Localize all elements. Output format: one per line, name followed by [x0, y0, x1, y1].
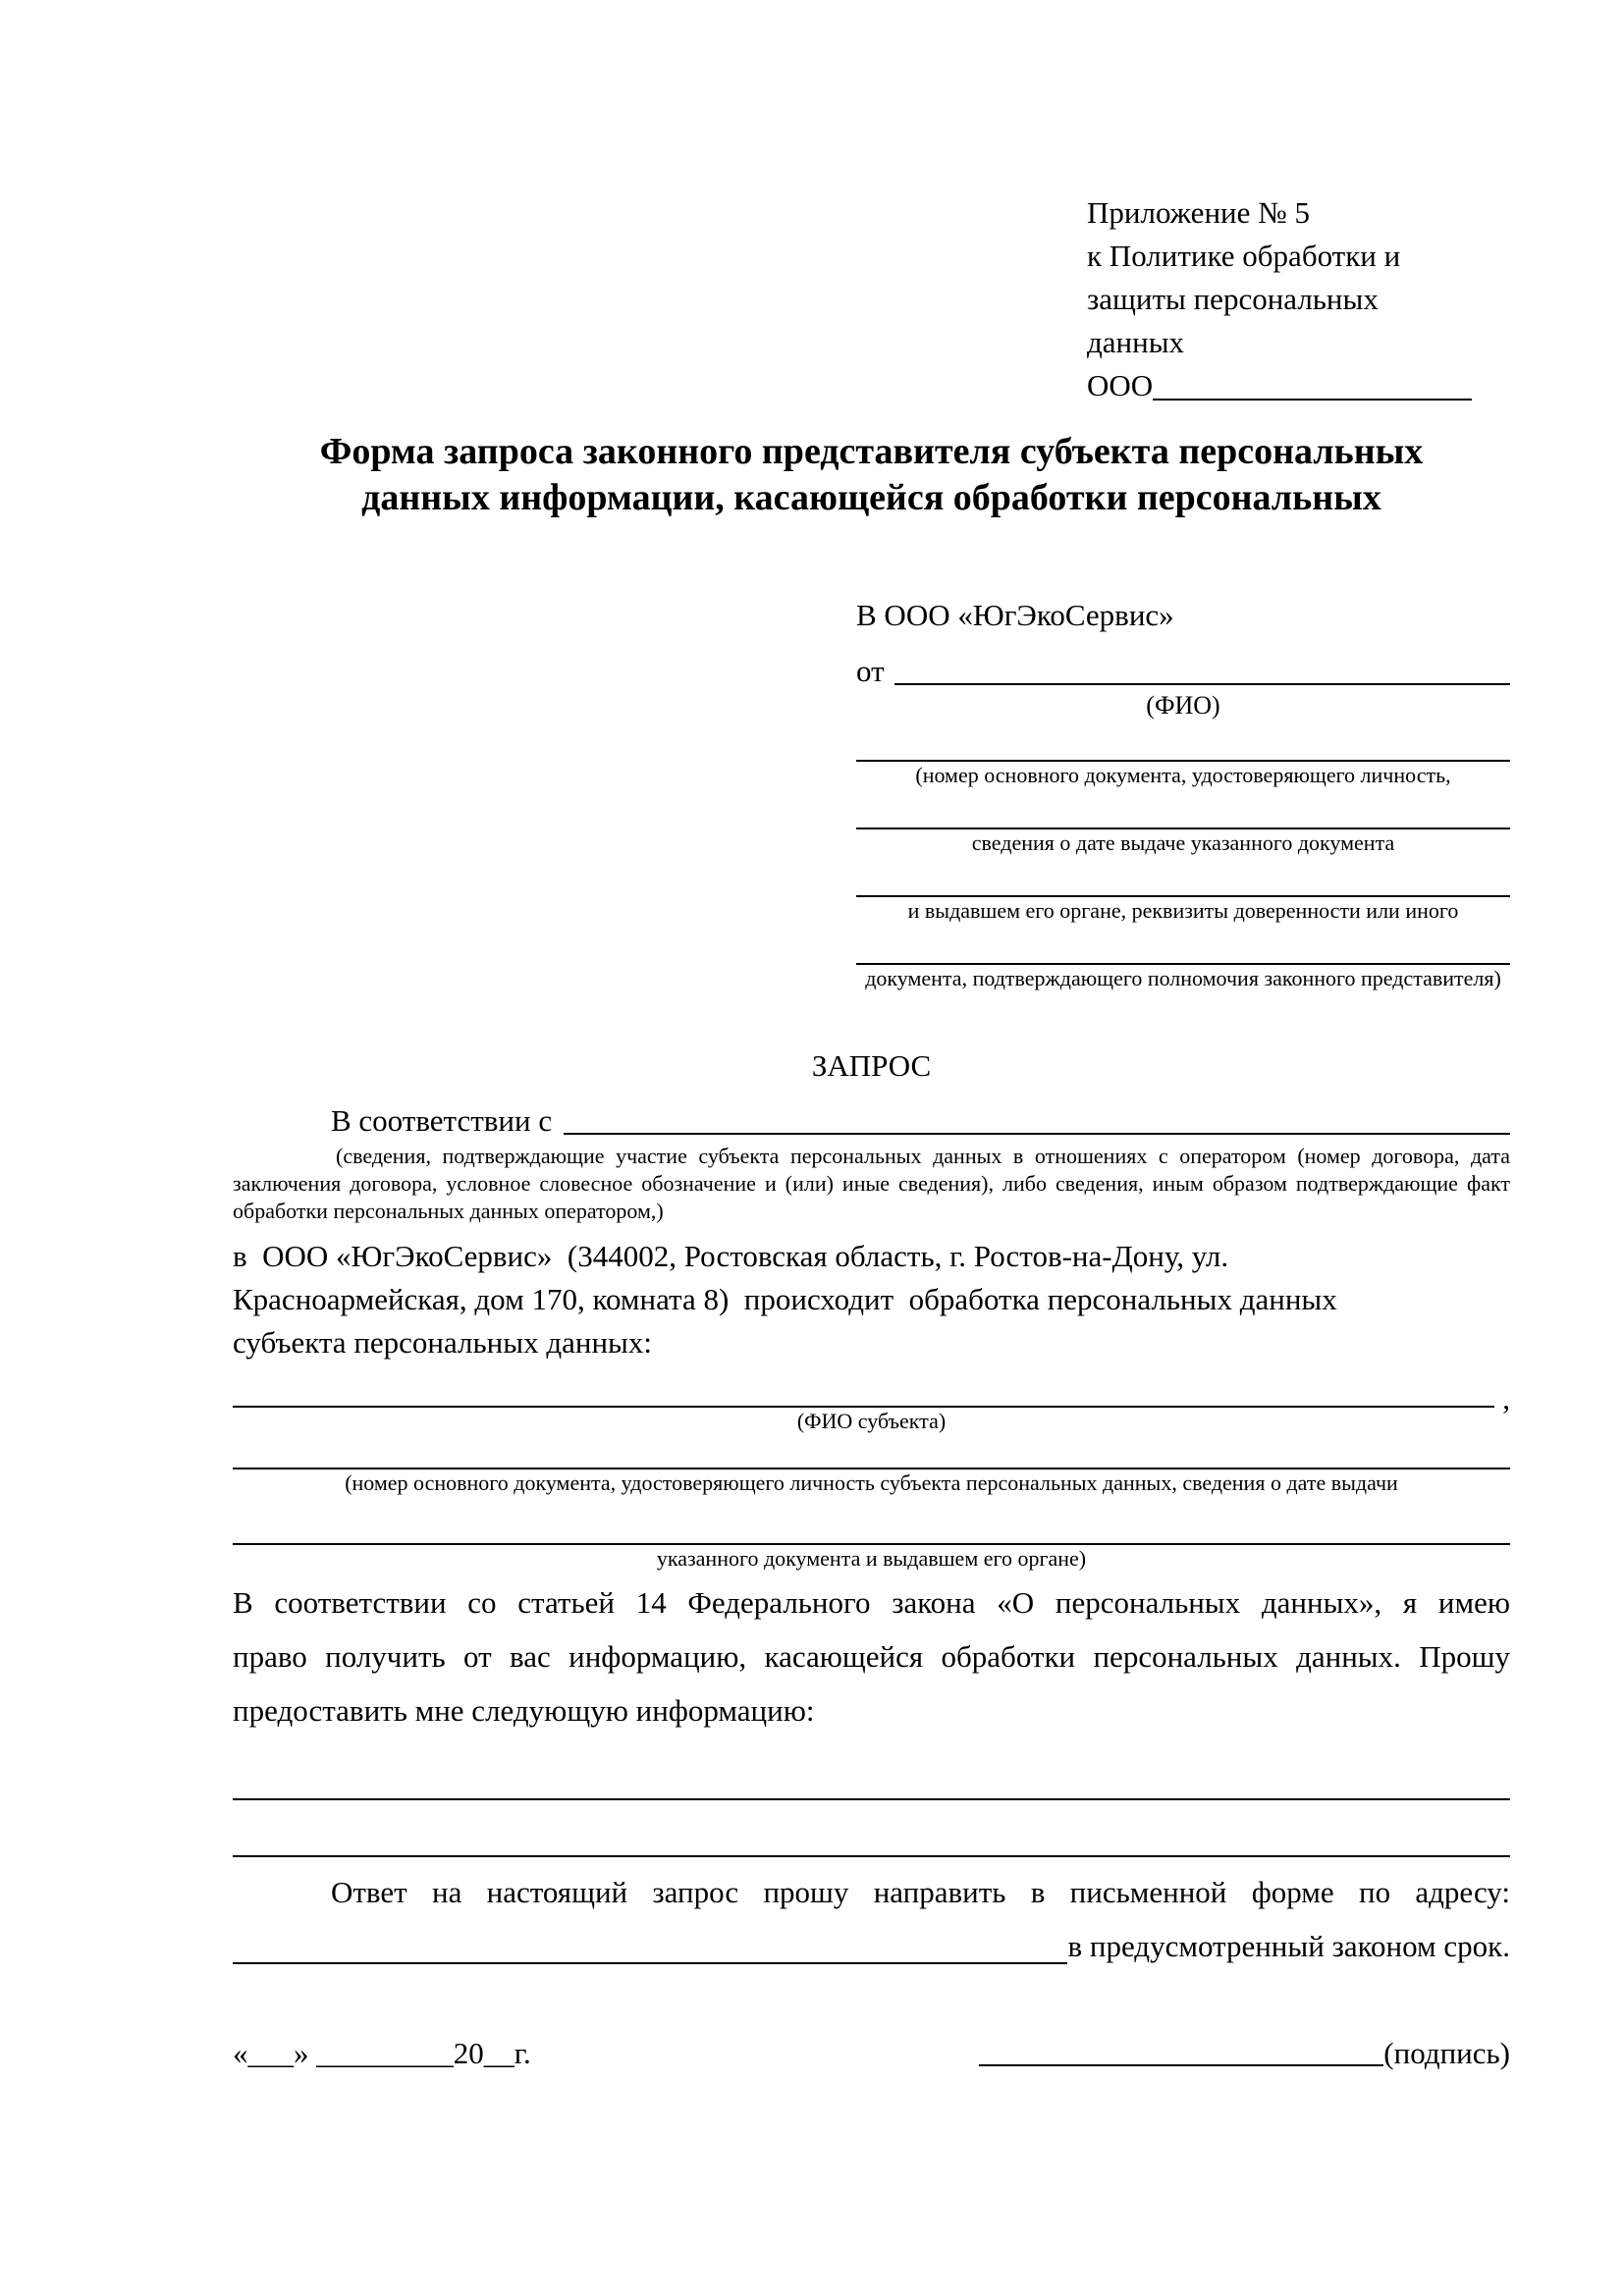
fine-print-line: заключения договора, условное словесное обозначение и (или) иные сведения), либо сведения, иным образом подтверждающие факт: [233, 1171, 1510, 1196]
field-caption: документа, подтверждающего полномочия законного представителя): [865, 966, 1501, 990]
rights-line: предоставить мне следующую информацию:: [233, 1693, 815, 1728]
trailing-comma: ,: [1502, 1381, 1510, 1415]
answer-blank-line: [233, 1798, 1510, 1800]
signature-blank-line: [979, 2034, 1383, 2066]
addressee-company: В ООО «ЮгЭкоСервис»: [856, 598, 1174, 632]
subject-fio-blank-line: [233, 1381, 1510, 1415]
rights-line: право получить от вас информацию, касающейся обработки персональных данных. Прошу: [233, 1639, 1510, 1674]
processing-line: субъекта персональных данных:: [233, 1325, 652, 1360]
rights-paragraph: [233, 1575, 1510, 1737]
fine-print-line: (сведения, подтверждающие участие субъекта персональных данных в отношениях с оператором (номер договора, дата: [336, 1144, 1510, 1168]
answer-blank-line: [233, 1855, 1510, 1857]
appendix-line-2: к Политике обработки и: [1087, 239, 1401, 273]
processing-line: в ООО «ЮгЭкоСервис» (344002, Ростовская область, г. Ростов-на-Дону, ул.: [233, 1239, 1229, 1273]
from-row: [856, 652, 1510, 691]
address-blank-line: [233, 1919, 1067, 1964]
date-blank: «___» _________20__г.: [233, 2036, 531, 2070]
reply-paragraph: Ответ на настоящий запрос прошу направить в письменной форме по адресу:: [331, 1875, 1510, 1909]
field-caption: (номер основного документа, удостоверяющего личность,: [915, 763, 1451, 787]
appendix-ooo-row: [1087, 364, 1472, 407]
appendix-line-3: защиты персональных данных: [1087, 282, 1379, 359]
representative-doc-field: [856, 963, 1510, 991]
basis-blank-line: [564, 1101, 1510, 1135]
subject-doc-caption-2: указанного документа и выдавшем его органе): [656, 1546, 1087, 1571]
fine-print-line: обработки персональных данных оператором,): [233, 1199, 664, 1223]
basis-fine-print: [233, 1143, 1510, 1225]
field-caption: и выдавшем его органе, реквизиты доверенности или иного: [907, 898, 1459, 923]
ooo-blank-line: [1153, 364, 1472, 400]
appendix-line-1: Приложение № 5: [1087, 195, 1310, 230]
subject-doc-caption-1: (номер основного документа, удостоверяющего личность субъекта персональных данных, сведения о дате выдачи: [345, 1470, 1398, 1495]
subject-fio-caption: (ФИО субъекта): [796, 1409, 947, 1433]
representative-doc-field: [856, 828, 1510, 856]
request-heading: ЗАПРОС: [811, 1048, 932, 1083]
representative-doc-field: [856, 895, 1510, 924]
processing-paragraph: [233, 1235, 1510, 1364]
from-label: от: [856, 654, 885, 688]
appendix-block: [1087, 191, 1472, 407]
footer-row: [233, 2034, 1510, 2073]
addressee-block: [856, 596, 1510, 991]
ooo-label: ООО: [1087, 368, 1154, 402]
processing-line: Красноармейская, дом 170, комната 8) происходит обработка персональных данных: [233, 1282, 1337, 1316]
signature-area: [979, 2034, 1510, 2073]
form-title: [233, 429, 1510, 521]
form-title-line-1: Форма запроса законного представителя субъекта персональных: [319, 431, 1424, 472]
field-caption: сведения о дате выдаче указанного документа: [971, 830, 1395, 855]
form-title-line-2: данных информации, касающейся обработки персональных: [361, 477, 1381, 518]
signature-caption: (подпись): [1383, 2036, 1510, 2070]
from-blank-line: [894, 652, 1510, 685]
basis-lead: В соответствии с: [331, 1103, 553, 1138]
rights-line: В соответствии со статьей 14 Федерального закона «О персональных данных», я имею: [233, 1585, 1510, 1620]
basis-row: [233, 1101, 1510, 1141]
representative-doc-field: [856, 760, 1510, 788]
reply-suffix: в предусмотренный законом срок.: [1067, 1929, 1510, 1963]
fio-caption: (ФИО): [1146, 691, 1220, 720]
reply-address-row: [233, 1919, 1510, 1973]
